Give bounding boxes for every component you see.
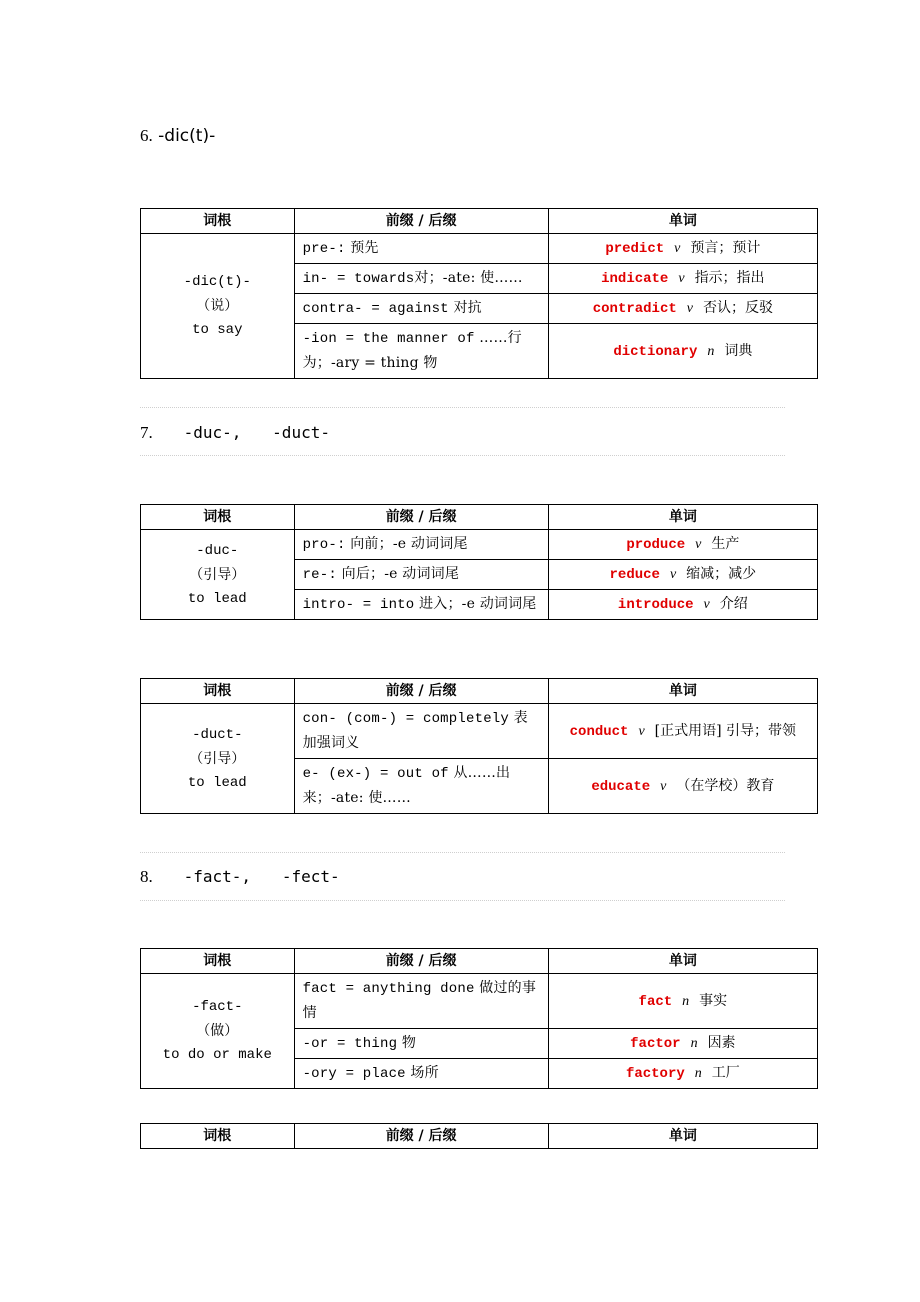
section-number: 8. [140, 867, 153, 886]
table-row [141, 234, 818, 264]
word-meaning: 因素 [707, 1035, 736, 1051]
word-meaning: 介绍 [719, 596, 748, 612]
header-word: 单词 [548, 505, 817, 530]
part-of-speech: v [678, 271, 685, 286]
part-of-speech: n [707, 343, 715, 359]
root-chinese: （说） [196, 298, 239, 314]
table-row [141, 704, 818, 759]
word-cell [548, 704, 817, 759]
dotted-separator [140, 852, 785, 853]
word: reduce [609, 567, 660, 583]
root-cell [141, 974, 295, 1089]
part-of-speech: n [682, 993, 690, 1009]
part-of-speech: n [694, 1066, 702, 1081]
part-of-speech: v [674, 241, 681, 256]
section-root-title: -dic(t)- [158, 126, 216, 146]
section-root-title: -fact-, [183, 867, 251, 886]
affix-meaning: 物 [397, 1035, 417, 1051]
affix-meaning: ……行为；-ary = thing 物 [302, 330, 522, 371]
word-meaning: 指示；指出 [694, 270, 765, 286]
word: indicate [601, 271, 669, 287]
word-meaning: [正式用语] 引导；带领 [654, 722, 797, 739]
affix-cell [294, 234, 548, 264]
header-word: 单词 [548, 209, 817, 234]
affix-cell [294, 704, 548, 759]
affix-meaning: 向前；-e 动词词尾 [345, 536, 468, 552]
word-cell [548, 234, 817, 264]
root-table-duct [140, 678, 818, 814]
root-name: -duc- [196, 542, 239, 559]
affix-code: -ion = the manner of [302, 331, 475, 347]
affix-cell [294, 590, 548, 620]
root-table-dict [140, 208, 818, 379]
table-row [141, 974, 818, 1029]
section-heading-7 [140, 423, 330, 443]
root-table-fact [140, 948, 818, 1089]
word-meaning: 事实 [699, 992, 728, 1009]
dotted-separator [140, 900, 785, 901]
table-header-row [141, 505, 818, 530]
header-word: 单词 [548, 1124, 817, 1149]
word: dictionary [613, 343, 698, 360]
header-root: 词根 [141, 1124, 295, 1149]
affix-cell [294, 974, 548, 1029]
affix-meaning: 预先 [345, 240, 379, 256]
word-cell [548, 1059, 817, 1089]
root-chinese: （做） [196, 1023, 239, 1039]
root-english: to lead [187, 590, 247, 607]
section-heading-6 [140, 126, 215, 146]
affix-meaning: 场所 [405, 1065, 439, 1081]
affix-code: pro-: [302, 537, 346, 553]
affix-code: fact = anything done [302, 981, 475, 997]
affix-cell [294, 324, 548, 379]
header-affix: 前缀 / 后缀 [294, 209, 548, 234]
header-word: 单词 [548, 949, 817, 974]
word-cell [548, 530, 817, 560]
affix-code: pre-: [302, 241, 346, 257]
part-of-speech: v [660, 778, 667, 794]
affix-meaning: 对；-ate: 使…… [414, 270, 523, 286]
section-heading-8 [140, 867, 340, 887]
dotted-separator [140, 407, 785, 408]
part-of-speech: v [703, 597, 710, 612]
header-root: 词根 [141, 209, 295, 234]
root-chinese: （引导） [189, 750, 246, 767]
table-header-row [141, 949, 818, 974]
header-affix: 前缀 / 后缀 [294, 949, 548, 974]
affix-meaning: 做过的事情 [302, 980, 537, 1021]
section-root-title: -duc-, [183, 423, 242, 442]
affix-code: -or = thing [302, 1036, 398, 1052]
section-root-title-2: -fect- [281, 867, 340, 886]
part-of-speech: v [695, 537, 702, 552]
root-cell [141, 704, 295, 814]
word: factor [630, 1036, 681, 1052]
section-root-title-2: -duct- [272, 423, 330, 442]
affix-cell [294, 1059, 548, 1089]
word-cell [548, 560, 817, 590]
word-meaning: 词典 [724, 342, 753, 359]
header-root: 词根 [141, 679, 295, 704]
root-name: -duct- [192, 726, 243, 743]
table-row [141, 530, 818, 560]
word-meaning: 工厂 [711, 1065, 740, 1081]
affix-meaning: 从……出来；-ate: 使…… [302, 765, 511, 806]
affix-cell [294, 530, 548, 560]
word-meaning: 缩减；减少 [686, 566, 757, 582]
word-cell [548, 264, 817, 294]
word-meaning: 否认；反驳 [702, 300, 773, 316]
header-root: 词根 [141, 949, 295, 974]
affix-code: -ory = place [302, 1066, 406, 1082]
header-affix: 前缀 / 后缀 [294, 505, 548, 530]
affix-cell [294, 1029, 548, 1059]
word-meaning: （在学校）教育 [676, 777, 775, 794]
affix-code: intro- = into [302, 597, 415, 613]
dotted-separator [140, 455, 785, 456]
word: introduce [617, 597, 694, 613]
word: educate [591, 778, 651, 795]
affix-cell [294, 294, 548, 324]
part-of-speech: v [669, 567, 677, 582]
word: factory [625, 1066, 685, 1082]
word-meaning: 生产 [711, 536, 740, 552]
word: contradict [592, 301, 677, 317]
table-header-row [141, 1124, 818, 1149]
root-english: to lead [187, 774, 247, 791]
word-cell [548, 1029, 817, 1059]
part-of-speech: v [686, 301, 693, 316]
section-number: 7. [140, 423, 153, 442]
affix-cell [294, 759, 548, 814]
affix-code: contra- = against [302, 301, 449, 317]
affix-meaning: 表加强词义 [302, 710, 528, 751]
affix-meaning: 向后；-e 动词词尾 [336, 566, 460, 582]
header-word: 单词 [548, 679, 817, 704]
root-cell [141, 530, 295, 620]
root-name: -dic(t)- [183, 274, 251, 290]
affix-code: re-: [302, 567, 337, 583]
affix-code: con- (com-) = completely [302, 711, 509, 727]
word-cell [548, 590, 817, 620]
part-of-speech: n [690, 1036, 698, 1051]
word: conduct [569, 723, 629, 740]
affix-meaning: 进入；-e 动词词尾 [414, 596, 537, 612]
word-cell [548, 974, 817, 1029]
affix-meaning: 对抗 [448, 300, 482, 316]
table-header-row [141, 209, 818, 234]
root-english: to say [192, 322, 243, 338]
affix-code: e- (ex-) = out of [302, 766, 449, 782]
affix-code: in- = towards [302, 271, 415, 287]
root-table-duc [140, 504, 818, 620]
root-table-next [140, 1123, 818, 1149]
part-of-speech: v [638, 723, 645, 739]
affix-cell [294, 560, 548, 590]
word-cell [548, 759, 817, 814]
word-cell [548, 294, 817, 324]
affix-cell [294, 264, 548, 294]
header-affix: 前缀 / 后缀 [294, 1124, 548, 1149]
word: produce [626, 537, 686, 553]
header-affix: 前缀 / 后缀 [294, 679, 548, 704]
root-cell [141, 234, 295, 379]
header-root: 词根 [141, 505, 295, 530]
table-header-row [141, 679, 818, 704]
root-chinese: （引导） [189, 566, 246, 583]
section-number: 6. [140, 126, 153, 145]
word-cell [548, 324, 817, 379]
root-name: -fact- [192, 999, 243, 1015]
word: fact [638, 993, 673, 1010]
root-english: to do or make [162, 1047, 272, 1063]
word-meaning: 预言；预计 [690, 240, 761, 256]
word: predict [605, 241, 665, 257]
